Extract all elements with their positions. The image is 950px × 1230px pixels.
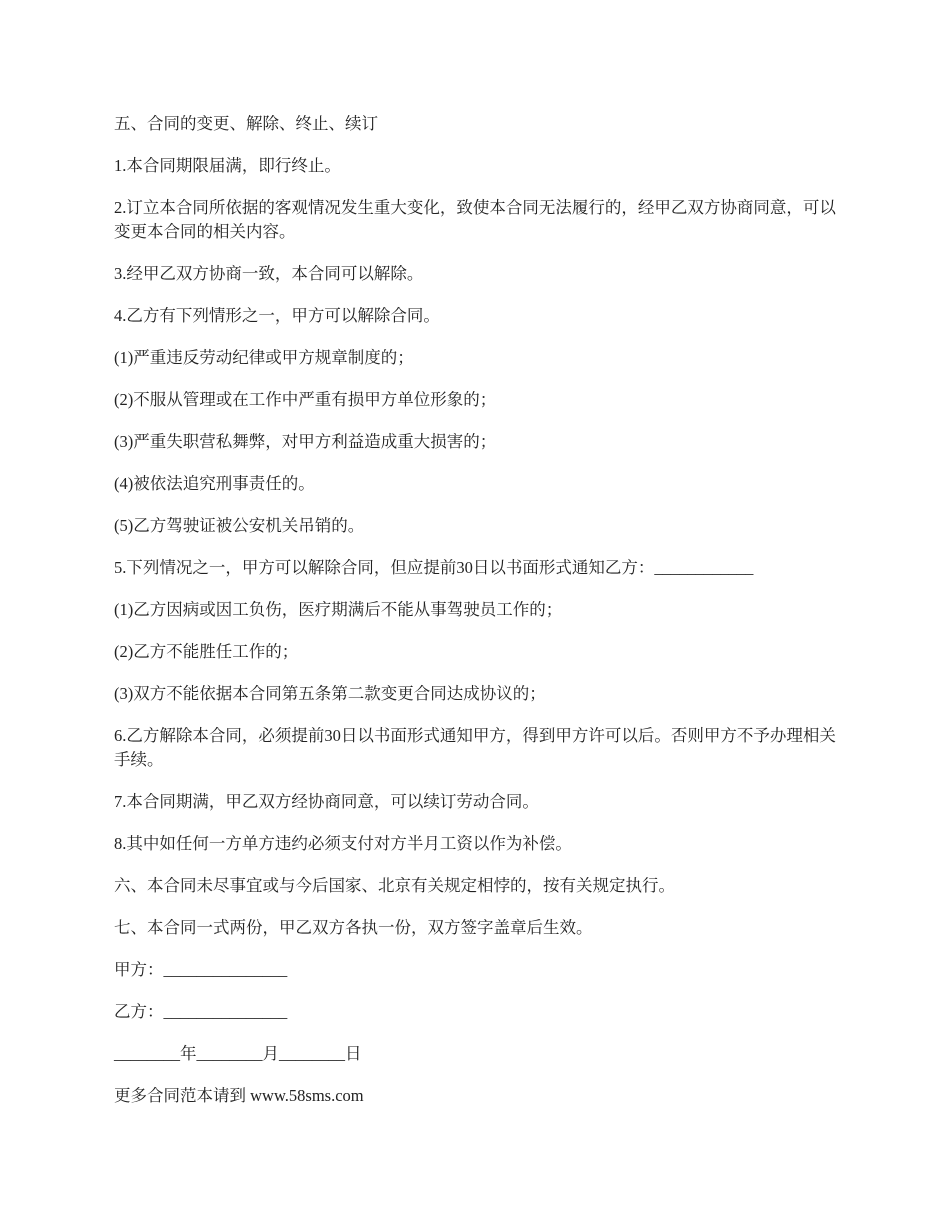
clause-5-item-3: (3)双方不能依据本合同第五条第二款变更合同达成协议的； [114,684,546,703]
clause-1: 1.本合同期限届满，即行终止。 [114,156,341,175]
section-heading-6: 六、本合同未尽事宜或与今后国家、北京有关规定相悖的，按有关规定执行。 [114,876,675,895]
footer-link-text: 更多合同范本请到 www.58sms.com [114,1086,364,1105]
clause-4-item-3: (3)严重失职营私舞弊，对甲方利益造成重大损害的； [114,432,497,451]
party-b-signature-line: 乙方：_______________ [114,1002,288,1021]
clause-5-item-1: (1)乙方因病或因工负伤，医疗期满后不能从事驾驶员工作的； [114,600,563,619]
section-heading-7: 七、本合同一式两份，甲乙双方各执一份，双方签字盖章后生效。 [114,918,593,937]
party-a-signature-line: 甲方：_______________ [114,960,288,979]
clause-7: 7.本合同期满，甲乙双方经协商同意，可以续订劳动合同。 [114,792,539,811]
clause-4-item-4: (4)被依法追究刑事责任的。 [114,474,315,493]
date-line: ________年________月________日 [114,1044,362,1063]
clause-2: 2.订立本合同所依据的客观情况发生重大变化，致使本合同无法履行的，经甲乙双方协商同意，可以变更本合同的相关内容。 [114,198,836,241]
clause-4-item-5: (5)乙方驾驶证被公安机关吊销的。 [114,516,365,535]
clause-6: 6.乙方解除本合同，必须提前30日以书面形式通知甲方，得到甲方许可以后。否则甲方不予办理相关手续。 [114,726,836,769]
clause-4: 4.乙方有下列情形之一，甲方可以解除合同。 [114,306,440,325]
clause-4-item-1: (1)严重违反劳动纪律或甲方规章制度的； [114,348,414,367]
contract-document [114,112,836,1126]
section-heading-5: 五、合同的变更、解除、终止、续订 [114,114,378,133]
clause-4-item-2: (2)不服从管理或在工作中严重有损甲方单位形象的； [114,390,497,409]
clause-5-item-2: (2)乙方不能胜任工作的； [114,642,299,661]
clause-3: 3.经甲乙双方协商一致，本合同可以解除。 [114,264,424,283]
clause-5: 5.下列情况之一，甲方可以解除合同，但应提前30日以书面形式通知乙方：____________ [114,558,754,577]
clause-8: 8.其中如任何一方单方违约必须支付对方半月工资以作为补偿。 [114,834,572,853]
